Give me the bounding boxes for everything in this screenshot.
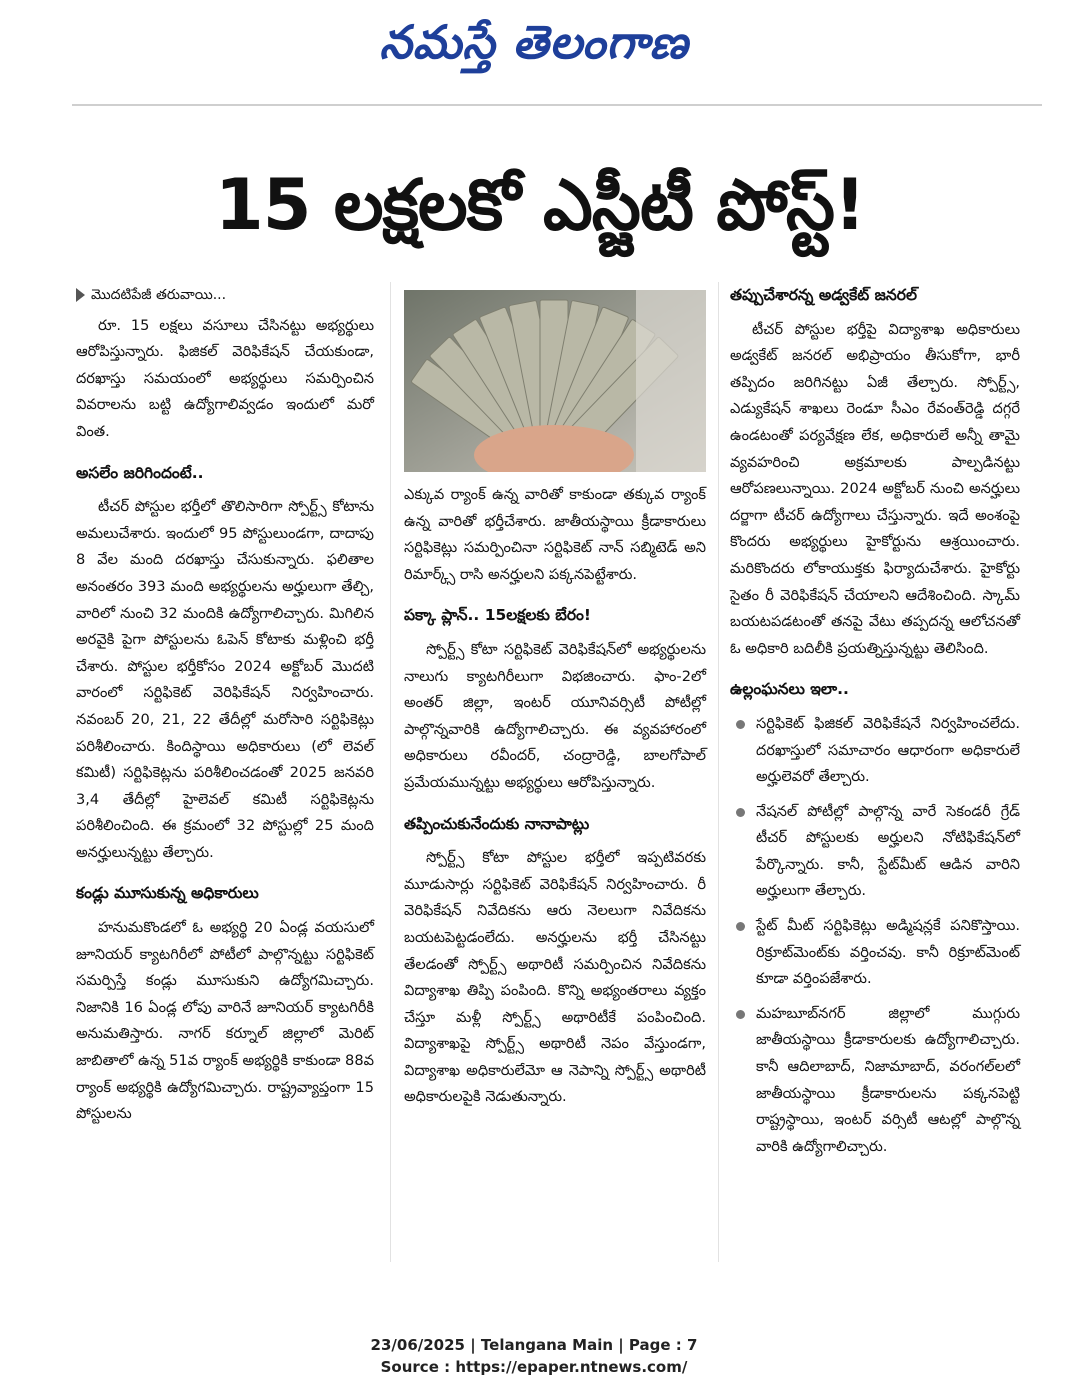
column-divider — [718, 282, 719, 1262]
footer-source-line: Source : https://epaper.ntnews.com/ — [380, 1358, 688, 1376]
currency-notes-image — [404, 290, 706, 472]
subheading: ఉల్లంఘనలు ఇలా.. — [730, 680, 849, 699]
paragraph: స్పోర్ట్స్ కోటా పోస్టుల భర్తీలో ఇప్పటివరకు మూడుసార్లు సర్టిఫికెట్ వెరిఫికేషన్ నిర్వహించారు. రీ వెరిఫికేషన్ నివేదికను ఆరు నెలలుగా నివేదికను బయటపెట్టడంలేదు. అనర్హులను భర్తీ చేసినట్టు తేలడంతో స్పోర్ట్స్ అథారిటీ సమర్పించిన నివేదికను విద్యాశాఖ తిప్పి పంపింది. కొన్ని అభ్యంతరాలు వ్యక్తం చేస్తూ మళ్లీ స్పోర్ట్స్ అథారిటీకే పంపించింది. విద్యాశాఖపై స్పోర్ట్స్ అథారిటీ నెపం వేస్తుండగా, విద్యాశాఖ అధికారులేమో ఆ నెపాన్ని స్పోర్ట్స్ అథారిటీ అధికారులపైకి నెడుతున్నారు. — [404, 849, 706, 1106]
subheading: పక్కా ప్లాన్.. 15లక్షలకు బేరం! — [404, 606, 591, 625]
list-item: నేషనల్ పోటీల్లో పాల్గొన్న వారే సెకండరీ గ్రేడ్ టీచర్ పోస్టులకు అర్హులని నోటిఫికేషన్‌లో పేర్కొన్నారు. కానీ, స్టేట్‌మీట్ ఆడిన వారిని అర్హులుగా తేల్చారు. — [730, 799, 1020, 905]
subheading: తప్పించుకునేందుకు నానాపాట్లు — [404, 814, 590, 833]
intro-paragraph: రూ. 15 లక్షలు వసూలు చేసినట్టు అభ్యర్థులు ఆరోపిస్తున్నారు. ఫిజికల్ వెరిఫికేషన్ చేయకుండా, దరఖాస్తు సమయంలో అభ్యర్థులు సమర్పించిన వివరాలను బట్టి ఉద్యోగాలివ్వడం ఇందులో మరో వింత. — [76, 316, 374, 440]
masthead-divider — [72, 104, 1042, 106]
headline: 15 లక్షలకో ఎస్జీటీ పోస్ట్! — [215, 164, 865, 246]
list-item: సర్టిఫికెట్ ఫిజికల్ వెరిఫికేషనే నిర్వహించలేదు. దరఖాస్తులో సమాచారం ఆధారంగా అధికారులే అర్హులెవరో తేల్చారు. — [730, 711, 1020, 791]
column-divider — [390, 282, 391, 1262]
subheading: అసలేం జరిగిందంటే.. — [76, 463, 204, 482]
article-photo — [404, 290, 706, 472]
paragraph: ఎక్కువ ర్యాంక్ ఉన్న వారితో కాకుండా తక్కువ ర్యాంక్ ఉన్న వారితో భర్తీచేశారు. జాతీయస్థాయి క్రీడాకారులు సర్టిఫికెట్లు సమర్పించినా సర్టిఫికెట్ నాన్ సబ్మిటెడ్ అని రిమార్క్స్ రాసి అనర్హులని పక్కనపెట్టేశారు. — [404, 486, 706, 583]
column-3 — [730, 282, 1020, 1168]
footer-date-line: 23/06/2025 | Telangana Main | Page : 7 — [370, 1336, 698, 1354]
newspaper-logo: నమస్తే తెలంగాణ — [379, 15, 689, 69]
bullet-icon — [736, 720, 745, 729]
violations-list — [730, 711, 1020, 1161]
chevron-right-icon — [76, 288, 85, 302]
column-1 — [76, 282, 374, 1138]
bullet-icon — [736, 1010, 745, 1019]
bullet-icon — [736, 808, 745, 817]
paragraph: స్పోర్ట్స్ కోటా సర్టిఫికెట్ వెరిఫికేషన్‌లో అభ్యర్థులను నాలుగు క్యాటగిరీలుగా విభజించారు. ఫాం-2లో అంతర్ జిల్లా, ఇంటర్ యూనివర్సిటీ పోటీల్లో పాల్గొన్నవారికి ఉద్యోగాలిచ్చారు. ఈ వ్యవహారంలో అధికారులు రవీందర్, చంద్రారెడ్డి, బాలగోపాల్ ప్రమేయమున్నట్టు అభ్యర్థులు ఆరోపిస్తున్నారు. — [404, 640, 706, 791]
subheading: కండ్లు మూసుకున్న అధికారులు — [76, 884, 259, 903]
list-item: స్టేట్ మీట్ సర్టిఫికెట్లు అడ్మిషన్లకే పనికొస్తాయి. రిక్రూట్‌మెంట్‌కు వర్తించవు. కానీ రిక్రూట్‌మెంట్ కూడా వర్తింపజేశారు. — [730, 913, 1020, 993]
subheading: తప్పుచేశారన్న అడ్వకేట్ జనరల్ — [730, 286, 917, 304]
masthead — [0, 4, 1068, 80]
paragraph: హనుమకొండలో ఓ అభ్యర్థి 20 ఏండ్ల వయసులో జూనియర్ క్యాటగిరీలో పోటీలో పాల్గొన్నట్టు సర్టిఫికెట్ సమర్పిస్తే కండ్లు మూసుకుని ఉద్యోగమిచ్చారు. నిజానికి 16 ఏండ్ల లోపు వారినే జూనియర్ క్యాటగిరీకి అనుమతిస్తారు. నాగర్ కర్నూల్ జిల్లాలో మెరిట్ జాబితాలో ఉన్న 51వ ర్యాంక్ అభ్యర్థికి కాకుండా 88వ ర్యాంక్ అభ్యర్థికి ఉద్యోగమిచ్చారు. రాష్ట్రవ్యాప్తంగా 15 పోస్టులను — [76, 919, 374, 1123]
continued-marker — [76, 282, 374, 309]
continued-label: మొదటిపేజీ తరువాయి... — [91, 287, 227, 303]
bullet-icon — [736, 922, 745, 931]
paragraph: టీచర్ పోస్టుల భర్తీపై విద్యాశాఖ అధికారులు అడ్వకేట్ జనరల్ అభిప్రాయం తీసుకోగా, భారీ తప్పిదం జరిగినట్టు ఏజీ తేల్చారు. స్పోర్ట్స్, ఎడ్యుకేషన్ శాఖలు రెండూ సీఎం రేవంత్‌రెడ్డి దగ్గరే ఉండటంతో పర్యవేక్షణ లేక, అధికారులే అన్నీ తామై వ్యవహరించి అక్రమాలకు పాల్పడినట్టు ఆరోపణలున్నాయి. 2024 అక్టోబర్ నుంచి అనర్హులు దర్జాగా టీచర్ ఉద్యోగాలు చేస్తున్నారు. ఇదే అంశంపై కొందరు అభ్యర్థులు హైకోర్టును ఆశ్రయించారు. మరికొందరు లోకాయుక్తకు ఫిర్యాదుచేశారు. హైకోర్టు సైతం రీ వెరిఫికేషన్ చేయాలని ఆదేశించింది. స్కామ్ బయటపడటంతో తనపై వేటు తప్పదన్న ఆలోచనతో ఓ అధికారి బదిలీకి ప్రయత్నిస్తున్నట్టు తెలిసింది. — [730, 320, 1020, 657]
column-2 — [404, 290, 706, 1121]
list-item: మహబూబ్‌నగర్ జిల్లాలో ముగ్గురు జాతీయస్థాయి క్రీడాకారులకు ఉద్యోగాలిచ్చారు. కానీ ఆదిలాబాద్, నిజామాబాద్, వరంగల్‌లలో జాతీయస్థాయి క్రీడాకారులను పక్కనపెట్టి రాష్ట్రస్థాయి, ఇంటర్ వర్సిటీ ఆటల్లో పాల్గొన్న వారికి ఉద్యోగాలిచ్చారు. — [730, 1001, 1020, 1161]
paragraph: టీచర్ పోస్టుల భర్తీలో తొలిసారిగా స్పోర్ట్స్ కోటాను అమలుచేశారు. ఇందులో 95 పోస్టులుండగా, దాదాపు 8 వేల మంది దరఖాస్తు చేసుకున్నారు. ఫలితాల అనంతరం 393 మంది అభ్యర్థులను అర్హులుగా తేల్చి, వారిలో నుంచి 32 మందికి ఉద్యోగాలిచ్చారు. మిగిలిన అరవైకి పైగా పోస్టులను ఓపెన్ కోటాకు మళ్లించి భర్తీ చేశారు. పోస్టుల భర్తీకోసం 2024 అక్టోబర్ మొదటి వారంలో సర్టిఫికెట్ వెరిఫికేషన్ నిర్వహించారు. నవంబర్ 20, 21, 22 తేదీల్లో మరోసారి సర్టిఫికెట్లు పరిశీలించారు. కిందిస్థాయి అధికారులు (లో లెవల్ కమిటీ) సర్టిఫికెట్లను పరిశీలించడంతో 2025 జనవరి 3,4 తేదీల్లో హైలెవల్ కమిటీ సర్టిఫికెట్లను పరిశీలించింది. ఈ క్రమంలో 32 పోస్టుల్లో 25 మంది అనర్హులున్నట్టు తేల్చారు. — [76, 498, 374, 861]
